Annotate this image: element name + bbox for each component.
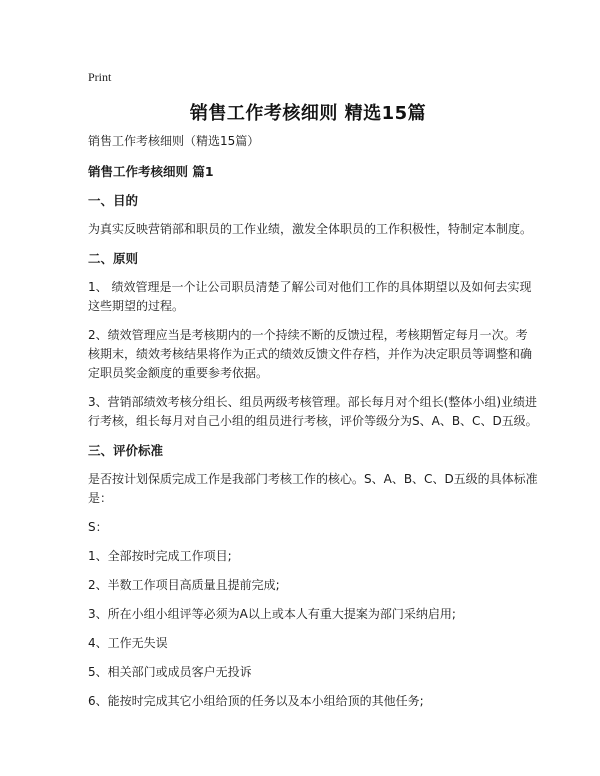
- section-heading-purpose: 一、目的: [88, 193, 139, 208]
- criteria-intro: 是否按计划保质完成工作是我部门考核工作的核心。S、A、B、C、D五级的具体标准是：: [88, 472, 538, 505]
- purpose-text: 为真实反映营销部和职员的工作业绩，激发全体职员的工作积极性，特制定本制度。: [88, 222, 533, 236]
- principle-paragraph-1: 1、 绩效管理是一个让公司职员清楚了解公司对他们工作的具体期望以及如何去实现这些期望的过程。: [88, 280, 532, 313]
- list-item: 2、半数工作项目高质量且提前完成;: [88, 578, 280, 592]
- principle-paragraph-2: 2、绩效管理应当是考核期内的一个持续不断的反馈过程，考核期暂定每月一次。考核期末，绩效考核结果将作为正式的绩效反馈文件存档，并作为决定职员等调整和确定职员奖金额度的重要参考依据。: [88, 328, 533, 380]
- section-heading-principles: 二、原则: [88, 251, 139, 266]
- list-item: 3、所在小组小组评等必须为A以上或本人有重大提案为部门采纳启用;: [88, 607, 456, 621]
- print-link[interactable]: Print: [88, 70, 112, 84]
- section-heading-criteria: 三、评价标准: [88, 443, 164, 458]
- document-subtitle: 销售工作考核细则（精选15篇）: [88, 134, 260, 148]
- part-heading: 销售工作考核细则 篇1: [88, 164, 214, 179]
- list-item: 1、全部按时完成工作项目;: [88, 549, 232, 563]
- page-title: 销售工作考核细则 精选15篇: [189, 103, 427, 124]
- list-item: 5、相关部门或成员客户无投诉: [88, 665, 252, 679]
- list-item: 6、能按时完成其它小组给顶的任务以及本小组给顶的其他任务;: [88, 694, 424, 708]
- principle-paragraph-3: 3、营销部绩效考核分组长、组员两级考核管理。部长每月对个组长(整体小组)业绩进行考核，组长每月对自己小组的组员进行考核，评价等级分为S、A、B、C、D五级。: [88, 395, 538, 428]
- document-body: [88, 132, 538, 721]
- list-item: 4、工作无失误: [88, 636, 168, 650]
- grade-label-s: S：: [88, 520, 108, 534]
